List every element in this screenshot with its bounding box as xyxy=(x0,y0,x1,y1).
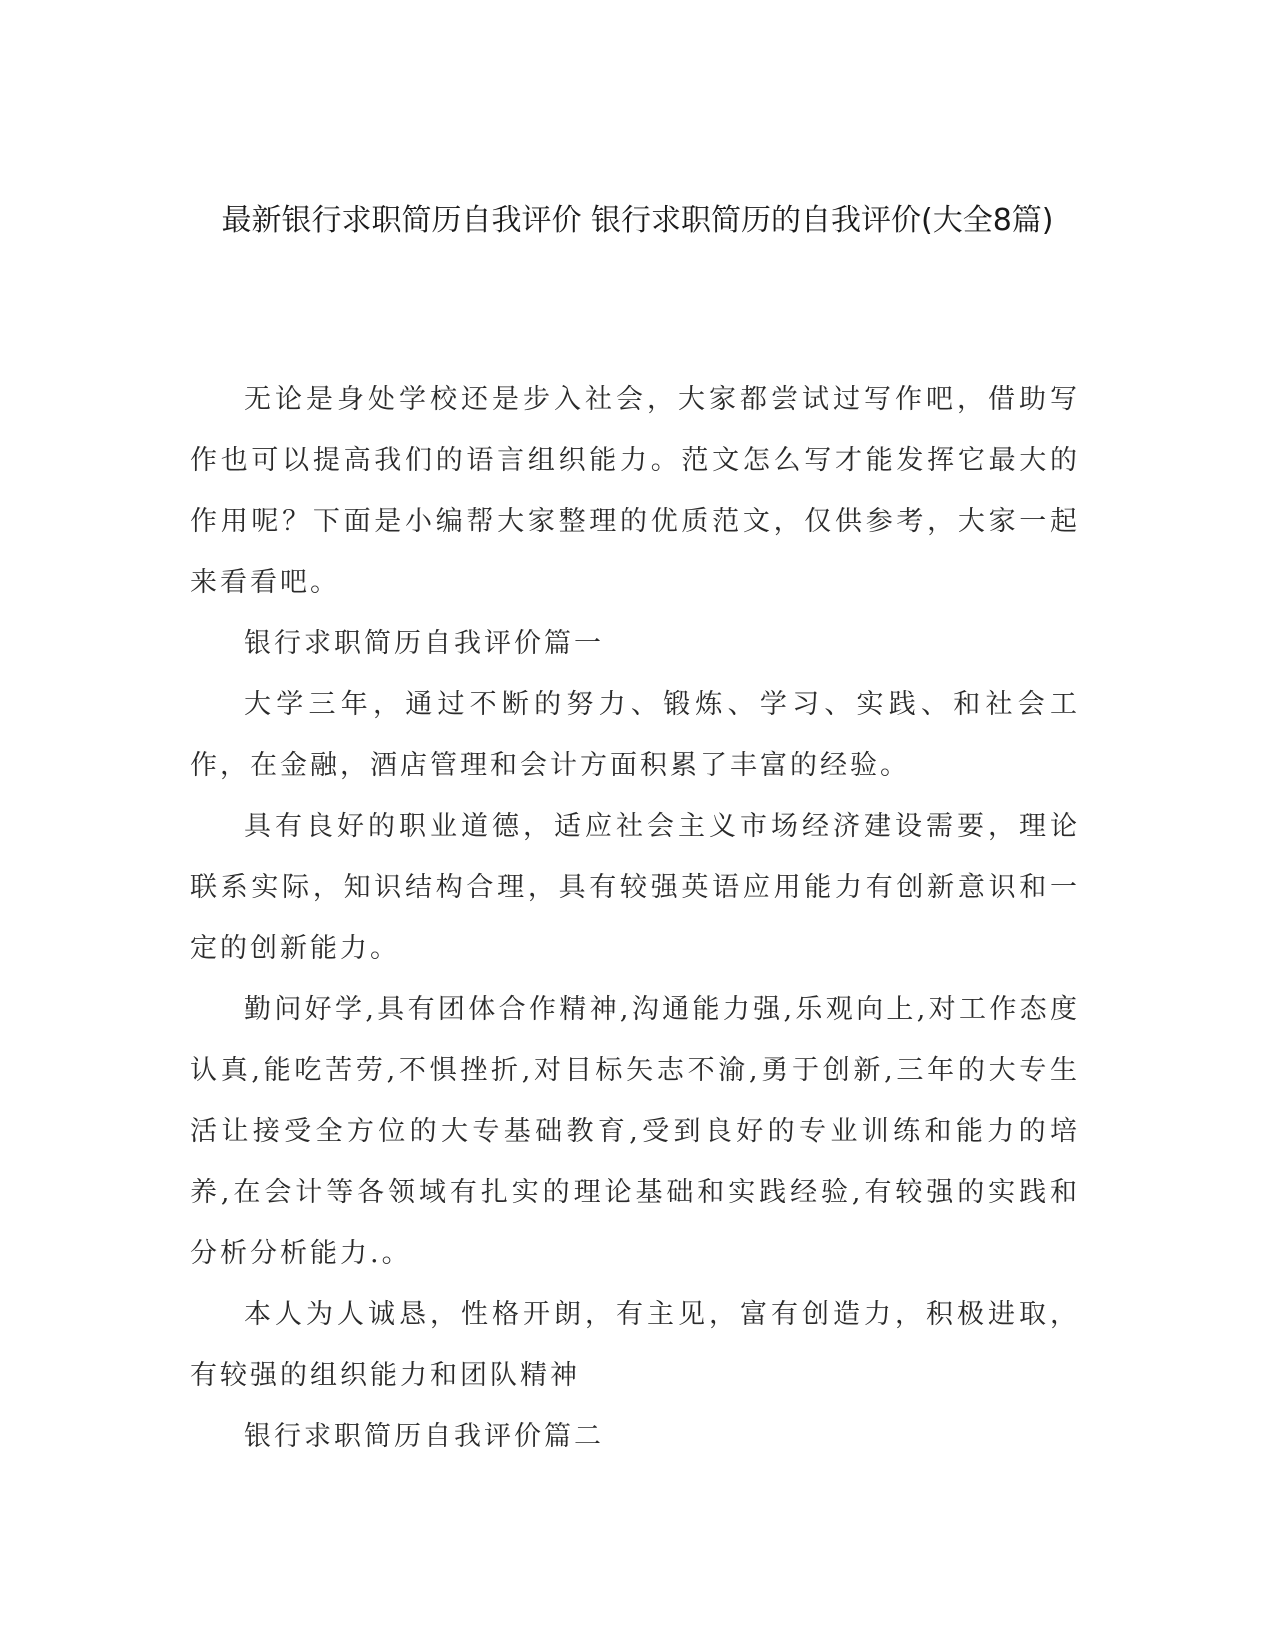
body-paragraph: 大学三年，通过不断的努力、锻炼、学习、实践、和社会工作，在金融，酒店管理和会计方面积累了丰富的经验。 xyxy=(190,689,1080,781)
body-paragraph: 本人为人诚恳，性格开朗，有主见，富有创造力，积极进取，有较强的组织能力和团队精神 xyxy=(190,1299,1080,1391)
document-body xyxy=(190,369,1080,1467)
section-heading-2: 银行求职简历自我评价篇二 xyxy=(244,1421,604,1452)
document-title: 最新银行求职简历自我评价 银行求职简历的自我评价(大全8篇) xyxy=(221,203,1054,238)
body-paragraph: 具有良好的职业道德，适应社会主义市场经济建设需要，理论联系实际，知识结构合理，具有较强英语应用能力有创新意识和一定的创新能力。 xyxy=(190,811,1080,964)
intro-paragraph: 无论是身处学校还是步入社会，大家都尝试过写作吧，借助写作也可以提高我们的语言组织能力。范文怎么写才能发挥它最大的作用呢？下面是小编帮大家整理的优质范文，仅供参考，大家一起来看看吧。 xyxy=(190,384,1080,598)
section-heading-1: 银行求职简历自我评价篇一 xyxy=(244,628,604,659)
body-paragraph: 勤问好学,具有团体合作精神,沟通能力强,乐观向上,对工作态度认真,能吃苦劳,不惧挫折,对目标矢志不渝,勇于创新,三年的大专生活让接受全方位的大专基础教育,受到良好的专业训练和能力的培养,在会计等各领域有扎实的理论基础和实践经验,有较强的实践和分析分析能力.。 xyxy=(190,994,1080,1269)
